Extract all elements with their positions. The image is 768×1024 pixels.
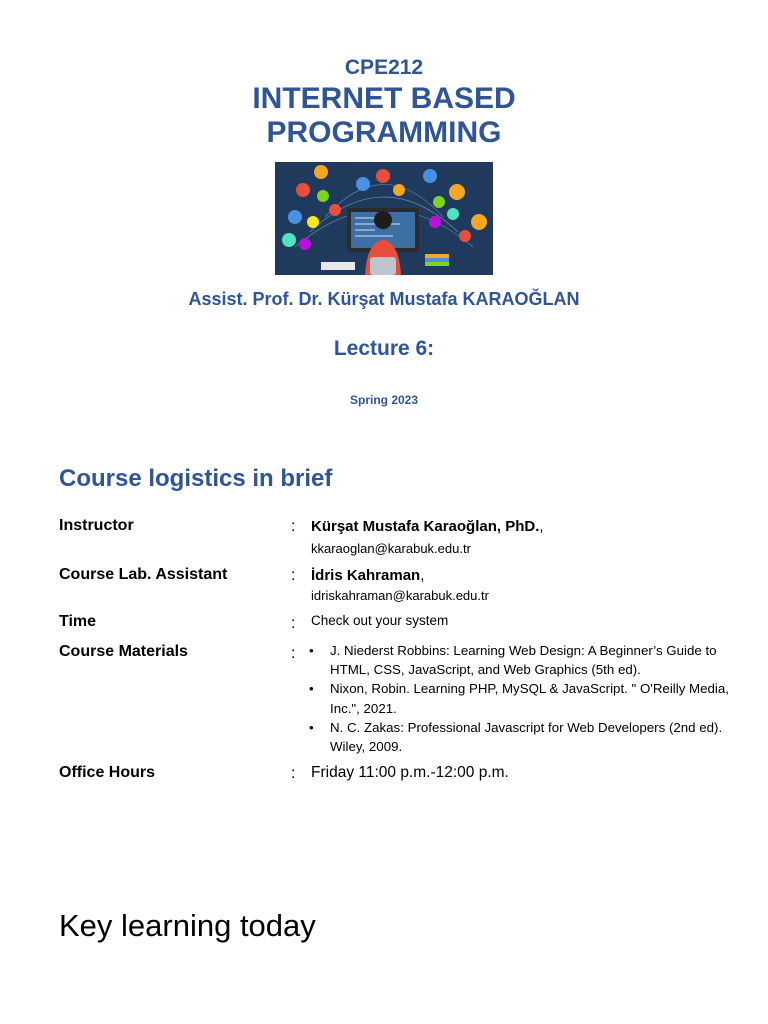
time-label: Time xyxy=(59,613,97,630)
course-title-line2: PROGRAMMING xyxy=(266,116,502,149)
instructor-colon: : xyxy=(291,518,296,535)
bullet-icon: • xyxy=(309,643,314,658)
key-learning-heading: Key learning today xyxy=(59,908,316,943)
bullet-icon: • xyxy=(309,719,314,735)
author-name: Assist. Prof. Dr. Kürşat Mustafa KARAOĞLAN xyxy=(188,289,580,309)
materials-item: • Nixon, Robin. Learning PHP, MySQL & JavaScript. " O'Reilly Media, Inc.", 2021. xyxy=(309,681,729,716)
office-hours-colon: : xyxy=(291,765,296,782)
assistant-email[interactable]: idriskahraman@karabuk.edu.tr xyxy=(311,588,489,603)
materials-label: Course Materials xyxy=(59,643,188,660)
course-code: CPE212 xyxy=(344,56,424,79)
programmer-illustration xyxy=(275,162,493,275)
materials-item: • N. C. Zakas: Professional Javascript for Web Developers (2nd ed). Wiley, 2009. xyxy=(309,719,723,755)
materials-list xyxy=(309,641,729,756)
logistics-heading: Course logistics in brief xyxy=(59,465,333,492)
instructor-label: Instructor xyxy=(59,517,134,534)
time-colon: : xyxy=(291,615,296,632)
course-title-line1: INTERNET BASED xyxy=(252,82,516,115)
instructor-name: Kürşat Mustafa Karaoğlan, PhD., xyxy=(311,518,544,535)
instructor-email[interactable]: kkaraoglan@karabuk.edu.tr xyxy=(311,541,471,556)
office-hours-value: Friday 11:00 p.m.-12:00 p.m. xyxy=(311,764,509,781)
assistant-colon: : xyxy=(291,567,296,584)
lecture-number: Lecture 6: xyxy=(333,337,435,360)
time-value: Check out your system xyxy=(311,613,449,628)
bullet-icon: • xyxy=(309,681,314,697)
materials-item: • J. Niederst Robbins: Learning Web Design: A Beginner’s Guide to HTML, CSS, JavaScript, and Web Graphics (5th ed). xyxy=(309,643,717,678)
assistant-name: İdris Kahraman, xyxy=(311,567,425,584)
term-label: Spring 2023 xyxy=(349,393,419,407)
office-hours-label: Office Hours xyxy=(59,764,156,781)
materials-colon: : xyxy=(291,645,296,662)
assistant-label: Course Lab. Assistant xyxy=(59,566,228,583)
